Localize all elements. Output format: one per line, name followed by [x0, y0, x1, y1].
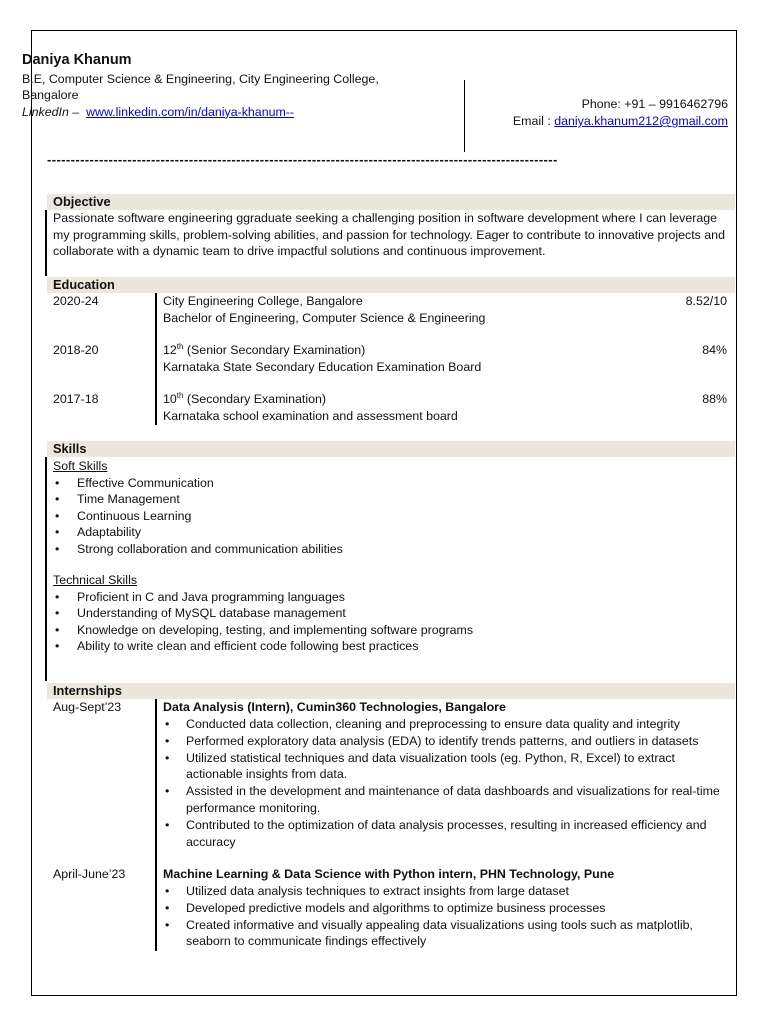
objective-heading: Objective	[47, 194, 735, 210]
soft-skills-list	[53, 475, 343, 557]
candidate-name: Daniya Khanum	[22, 52, 132, 68]
email-link[interactable]: daniya.khanum212@gmail.com	[554, 114, 728, 128]
education-year: 2018-20	[53, 343, 99, 357]
education-score: 84%	[702, 343, 727, 357]
linkedin-label: LinkedIn –	[22, 104, 80, 119]
list-item: • Knowledge on developing, testing, and implementing software programs	[53, 622, 473, 638]
list-item: • Assisted in the development and maintenance of data dashboards and visualizations for real-time performance monitoring.	[163, 783, 733, 817]
technical-skills-list	[53, 589, 473, 655]
list-item: • Conducted data collection, cleaning and preprocessing to ensure data quality and integrity	[163, 716, 733, 733]
email-line	[513, 113, 728, 130]
objective-bar	[45, 210, 47, 276]
internships-heading: Internships	[47, 683, 735, 699]
education-board: Karnataka school examination and assessment board	[163, 409, 458, 423]
internship-title: Machine Learning & Data Science with Python intern, PHN Technology, Pune	[163, 867, 615, 881]
degree-line: B.E, Computer Science & Engineering, City Engineering College, Bangalore	[22, 71, 379, 102]
education-bar	[155, 293, 157, 425]
list-item: • Understanding of MySQL database management	[53, 605, 473, 621]
objective-text: Passionate software engineering ggraduate seeking a challenging position in software development where I can leverage my programming skills, problem-solving abilities, and passion for technology. Eager to contribute to innovative projects and collaborate with a dynamic team to drive impactful solutions and continuous improvement.	[53, 211, 725, 258]
list-item: • Continuous Learning	[53, 508, 343, 524]
list-item: • Created informative and visually appealing data visualizations using tools such as matplotlib, seaborn to communicate findings effectively	[163, 917, 733, 951]
linkedin-link[interactable]: www.linkedin.com/in/daniya-khanum--	[86, 104, 295, 119]
list-item: • Strong collaboration and communication abilities	[53, 541, 343, 557]
list-item: • Time Management	[53, 491, 343, 507]
education-score: 88%	[702, 392, 727, 406]
internships-bar	[155, 699, 157, 951]
list-item: • Utilized statistical techniques and data visualization tools (eg. Python, R, Excel) to extract actionable insights from data.	[163, 750, 733, 784]
header-divider	[464, 80, 465, 152]
internship-bullets	[163, 883, 733, 950]
soft-skills-heading: Soft Skills	[53, 459, 108, 473]
list-item: • Contributed to the optimization of data analysis processes, resulting in increased efficiency and accuracy	[163, 817, 733, 851]
list-item: • Developed predictive models and algorithms to optimize business processes	[163, 900, 733, 917]
education-score: 8.52/10	[685, 294, 727, 308]
education-details	[163, 293, 485, 327]
list-item: • Effective Communication	[53, 475, 343, 491]
education-institution: City Engineering College, Bangalore	[163, 294, 363, 308]
education-exam: 10th (Secondary Examination)	[163, 390, 327, 406]
list-item: • Adaptability	[53, 524, 343, 540]
education-year: 2020-24	[53, 294, 99, 308]
internship-date: Aug-Sept’23	[53, 700, 122, 714]
dashed-separator: ------------------------------------------------------------------------------------------------------------	[47, 152, 558, 167]
technical-skills-heading: Technical Skills	[53, 573, 138, 587]
internship-title: Data Analysis (Intern), Cumin360 Technologies, Bangalore	[163, 700, 506, 714]
education-heading: Education	[47, 277, 735, 293]
education-details	[163, 391, 458, 425]
list-item: • Ability to write clean and efficient code following best practices	[53, 638, 473, 654]
list-item: • Utilized data analysis techniques to extract insights from large dataset	[163, 883, 733, 900]
education-exam: 12th (Senior Secondary Examination)	[163, 341, 366, 357]
email-label: Email :	[512, 114, 551, 128]
list-item: • Performed exploratory data analysis (EDA) to identify trends patterns, and outliers in datasets	[163, 733, 733, 750]
linkedin-line	[22, 104, 422, 121]
education-details	[163, 342, 481, 376]
header-contact	[513, 96, 728, 130]
phone-number: Phone: +91 – 9916462796	[581, 97, 728, 111]
education-board: Karnataka State Secondary Education Examination Board	[163, 360, 482, 374]
skills-bar	[45, 457, 47, 681]
skills-heading: Skills	[47, 441, 735, 457]
education-year: 2017-18	[53, 392, 99, 406]
list-item: • Proficient in C and Java programming languages	[53, 589, 473, 605]
header-left	[22, 52, 422, 120]
internship-date: April-June’23	[53, 867, 126, 881]
internship-bullets	[163, 716, 733, 850]
education-degree: Bachelor of Engineering, Computer Science & Engineering	[163, 311, 486, 325]
